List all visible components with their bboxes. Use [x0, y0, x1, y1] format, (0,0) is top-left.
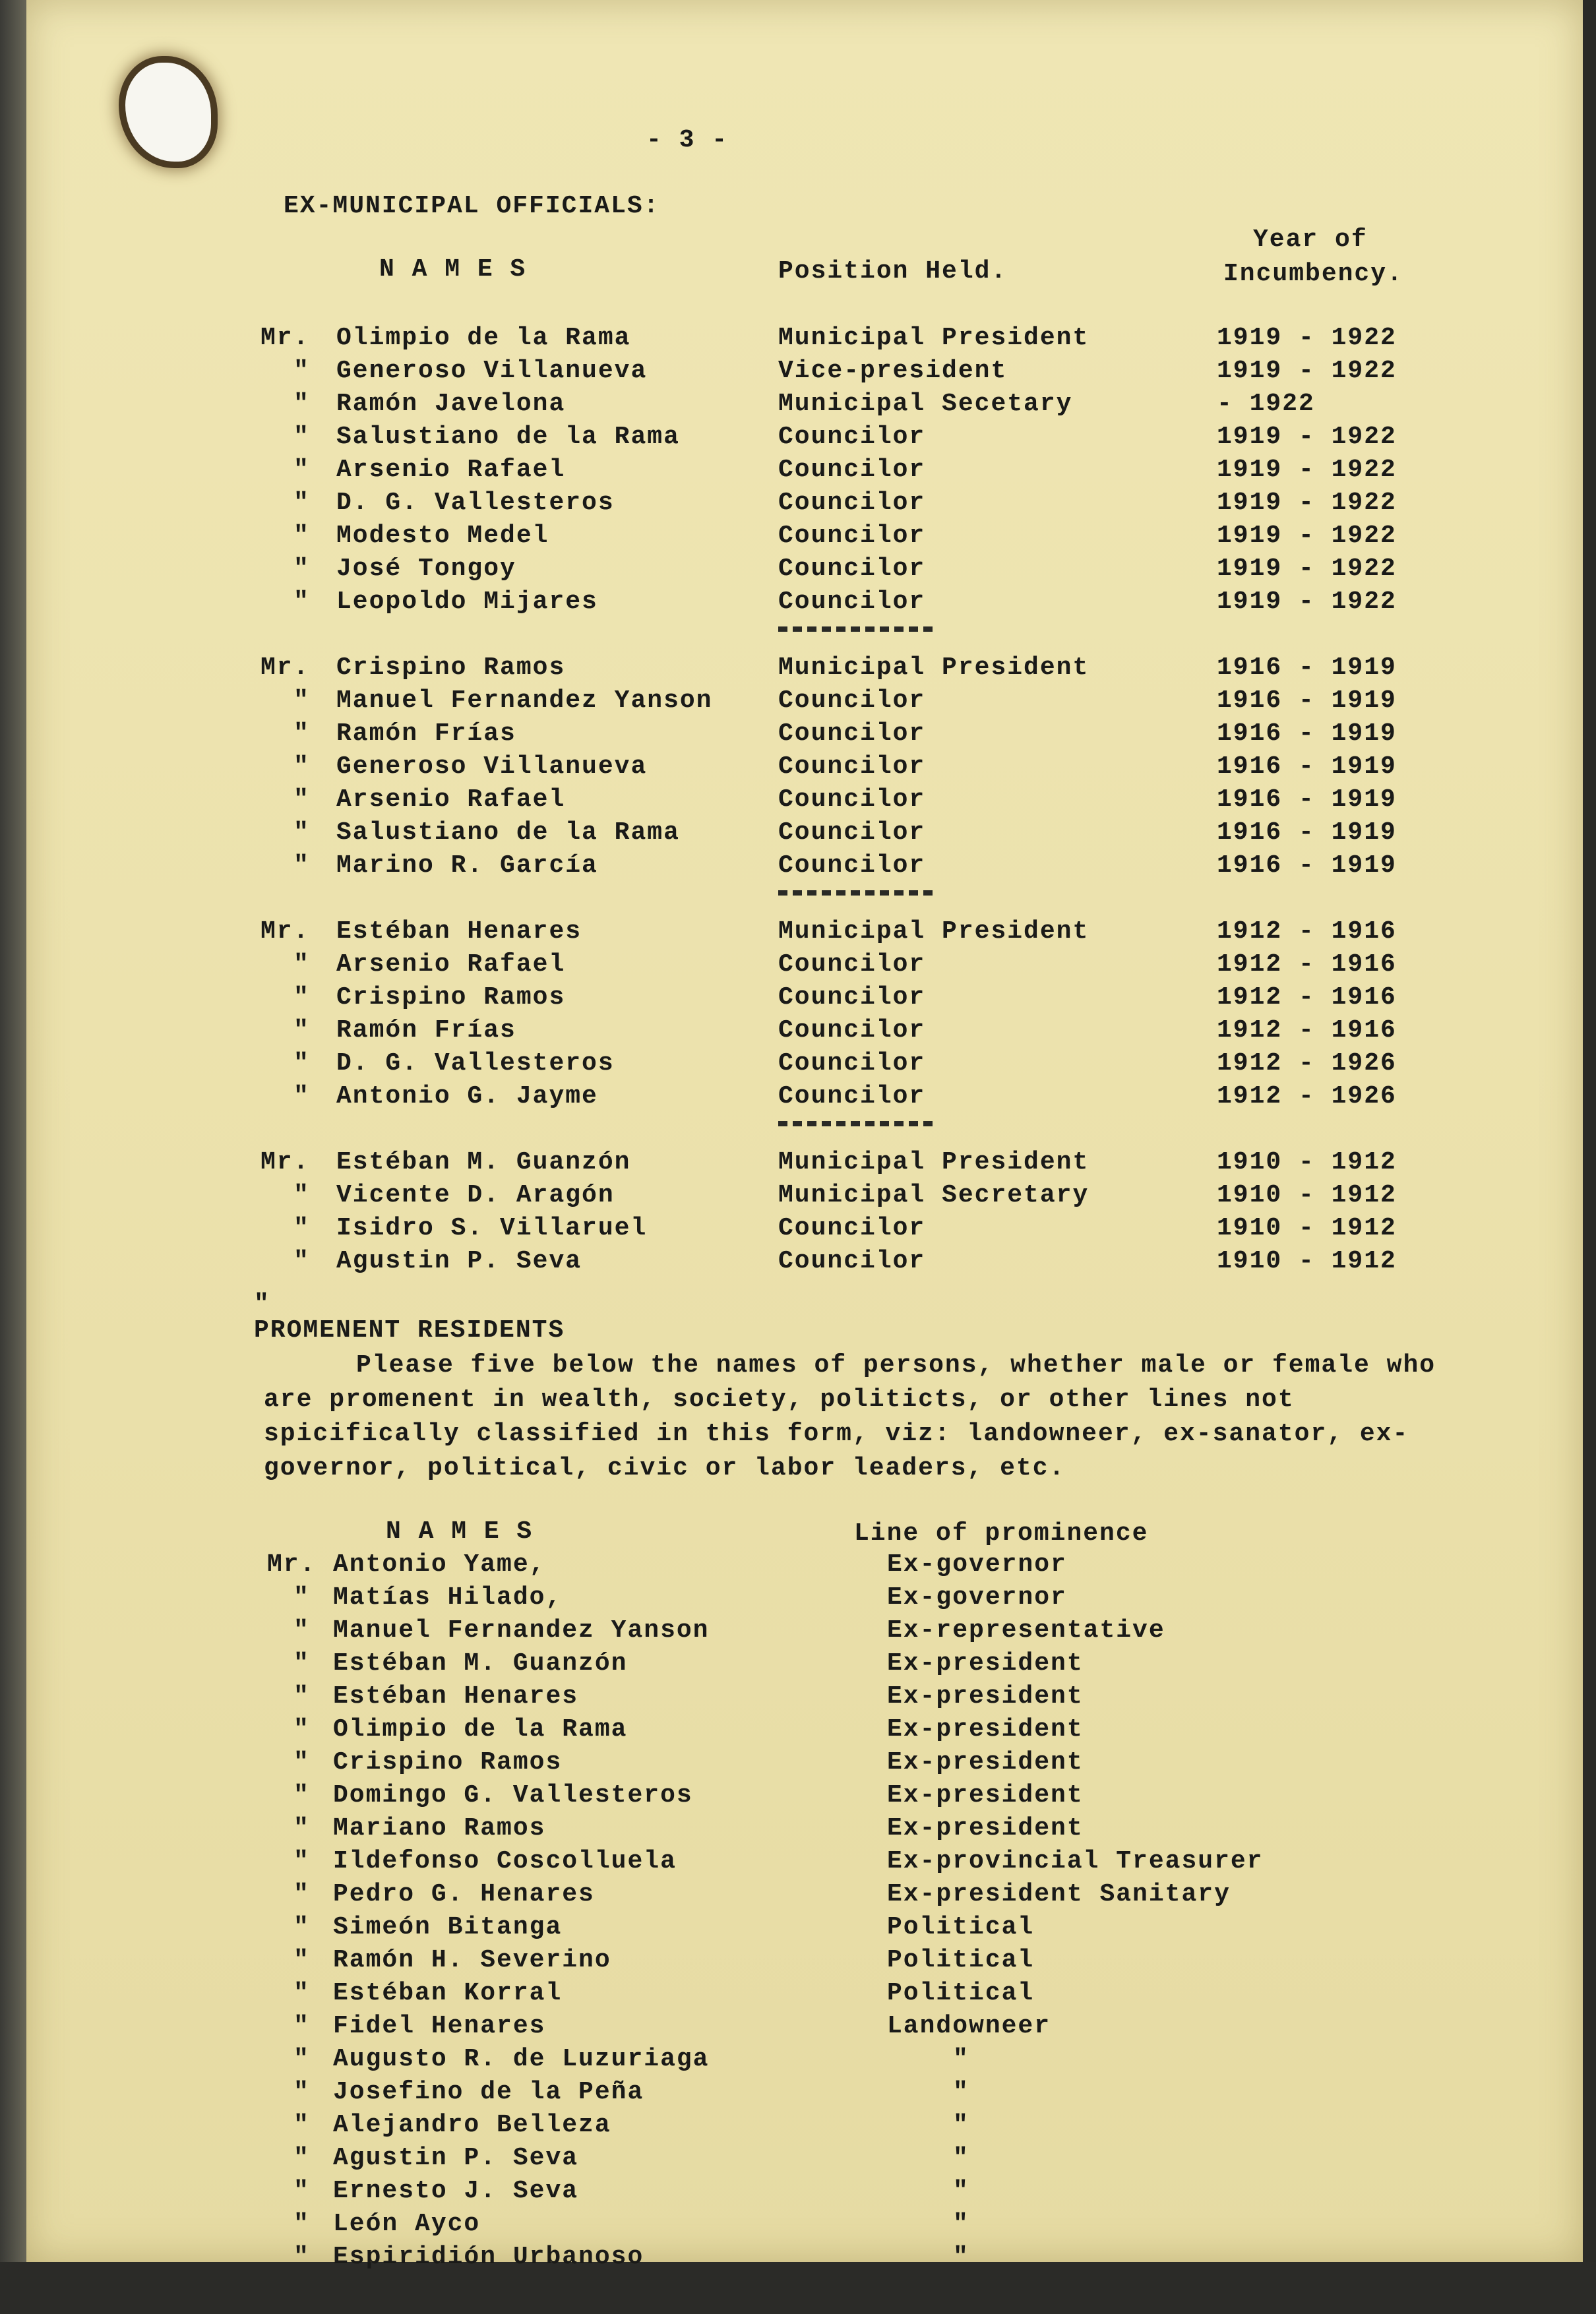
- resident-prominence: ": [953, 2177, 969, 2205]
- resident-prefix: ": [293, 1913, 310, 1941]
- official-name: Leopoldo Mijares: [336, 588, 598, 616]
- resident-row: [0, 1616, 1596, 1649]
- resident-name: Manuel Fernandez Yanson: [333, 1616, 710, 1645]
- official-row: [0, 1016, 1596, 1049]
- official-row: [0, 1213, 1596, 1246]
- resident-row: [0, 2209, 1596, 2242]
- resident-prominence: Landowneer: [887, 2012, 1051, 2040]
- resident-prefix: ": [293, 2045, 310, 2073]
- official-years: - 1922: [1217, 390, 1315, 418]
- group-separator: [778, 890, 936, 896]
- official-years: 1910 - 1912: [1217, 1148, 1397, 1176]
- official-prefix: Mr.: [261, 324, 310, 352]
- resident-prominence: Ex-governor: [887, 1550, 1067, 1579]
- official-row: [0, 752, 1596, 785]
- resident-prominence: Ex-representative: [887, 1616, 1165, 1645]
- official-name: Arsenio Rafael: [336, 456, 566, 484]
- year-header-line2: Incumbency.: [1223, 260, 1403, 288]
- resident-row: [0, 2242, 1596, 2275]
- official-years: 1916 - 1919: [1217, 818, 1397, 847]
- resident-name: Domingo G. Vallesteros: [333, 1781, 693, 1810]
- official-prefix: ": [293, 588, 310, 616]
- resident-name: Simeón Bitanga: [333, 1913, 563, 1941]
- official-row: [0, 389, 1596, 422]
- official-years: 1919 - 1922: [1217, 324, 1397, 352]
- official-position: Councilor: [778, 818, 926, 847]
- official-row: [0, 1049, 1596, 1081]
- official-row: [0, 422, 1596, 455]
- resident-row: [0, 1715, 1596, 1748]
- official-prefix: ": [293, 390, 310, 418]
- resident-prefix: ": [293, 1781, 310, 1810]
- page-number: - 3 -: [646, 126, 729, 154]
- official-position: Councilor: [778, 1247, 926, 1275]
- official-years: 1916 - 1919: [1217, 752, 1397, 781]
- official-position: Councilor: [778, 489, 926, 517]
- official-name: Olimpio de la Rama: [336, 324, 631, 352]
- official-row: [0, 587, 1596, 620]
- names-header: N A M E S: [379, 255, 527, 284]
- resident-row: [0, 1682, 1596, 1715]
- resident-prominence: ": [953, 2045, 969, 2073]
- official-row: [0, 653, 1596, 686]
- resident-name: Ildefonso Coscolluela: [333, 1847, 677, 1875]
- official-prefix: ": [293, 357, 310, 385]
- official-row: [0, 323, 1596, 356]
- official-years: 1910 - 1912: [1217, 1247, 1397, 1275]
- official-row: [0, 1147, 1596, 1180]
- official-prefix: ": [293, 719, 310, 748]
- resident-prominence: Ex-governor: [887, 1583, 1067, 1612]
- official-row: [0, 818, 1596, 851]
- resident-name: Pedro G. Henares: [333, 1880, 595, 1908]
- official-row: [0, 521, 1596, 554]
- resident-row: [0, 2110, 1596, 2143]
- official-years: 1919 - 1922: [1217, 456, 1397, 484]
- resident-name: Estéban Korral: [333, 1979, 563, 2007]
- resident-row: [0, 1781, 1596, 1813]
- resident-row: [0, 2044, 1596, 2077]
- official-position: Councilor: [778, 555, 926, 583]
- resident-prominence: ": [953, 2078, 969, 2106]
- official-prefix: ": [293, 522, 310, 550]
- resident-row: [0, 1912, 1596, 1945]
- official-prefix: ": [293, 785, 310, 814]
- official-years: 1919 - 1922: [1217, 522, 1397, 550]
- official-row: [0, 785, 1596, 818]
- prominent-paragraph: Please five below the names of persons, whether male or female who are promenent in wealth, society, politicts, or other lines not spicifically classified in this form, viz: landowneer, ex-sanator, ex-governor, political, civic or labor leaders, etc.: [264, 1351, 1436, 1482]
- official-prefix: ": [293, 1181, 310, 1209]
- resident-name: Alejandro Belleza: [333, 2111, 611, 2139]
- official-row: [0, 1180, 1596, 1213]
- official-prefix: ": [293, 1247, 310, 1275]
- official-name: Arsenio Rafael: [336, 950, 566, 979]
- official-position: Councilor: [778, 522, 926, 550]
- official-years: 1919 - 1922: [1217, 489, 1397, 517]
- official-position: Councilor: [778, 423, 926, 451]
- resident-prefix: ": [293, 2243, 310, 2271]
- official-row: [0, 488, 1596, 521]
- group-separator: [778, 1121, 936, 1126]
- official-years: 1916 - 1919: [1217, 785, 1397, 814]
- resident-name: Josefino de la Peña: [333, 2078, 644, 2106]
- resident-prominence: Political: [887, 1913, 1035, 1941]
- official-name: Salustiano de la Rama: [336, 423, 680, 451]
- year-header-line1: Year of: [1253, 226, 1368, 254]
- official-prefix: ": [293, 1016, 310, 1045]
- official-years: 1916 - 1919: [1217, 686, 1397, 715]
- official-years: 1912 - 1916: [1217, 983, 1397, 1012]
- official-row: [0, 455, 1596, 488]
- section-title: EX-MUNICIPAL OFFICIALS:: [284, 192, 660, 220]
- official-name: Salustiano de la Rama: [336, 818, 680, 847]
- resident-prominence: Ex-president: [887, 1814, 1084, 1842]
- resident-prefix: ": [293, 1682, 310, 1711]
- resident-prefix: ": [293, 1880, 310, 1908]
- official-position: Councilor: [778, 686, 926, 715]
- official-prefix: ": [293, 423, 310, 451]
- position-header: Position Held.: [778, 257, 1008, 286]
- official-name: Ramón Frías: [336, 1016, 516, 1045]
- resident-prominence: ": [953, 2111, 969, 2139]
- resident-prefix: ": [293, 1979, 310, 2007]
- resident-name: Crispino Ramos: [333, 1748, 563, 1777]
- resident-prominence: Ex-president: [887, 1748, 1084, 1777]
- resident-row: [0, 1748, 1596, 1781]
- official-position: Municipal President: [778, 324, 1090, 352]
- resident-prominence: Political: [887, 1946, 1035, 1974]
- resident-prefix: ": [293, 2078, 310, 2106]
- official-name: Manuel Fernandez Yanson: [336, 686, 713, 715]
- official-position: Vice-president: [778, 357, 1008, 385]
- resident-prefix: ": [293, 2144, 310, 2172]
- resident-name: Fidel Henares: [333, 2012, 546, 2040]
- official-prefix: ": [293, 555, 310, 583]
- official-name: Isidro S. Villaruel: [336, 1214, 648, 1242]
- official-name: Modesto Medel: [336, 522, 549, 550]
- resident-row: [0, 1550, 1596, 1583]
- official-position: Councilor: [778, 1016, 926, 1045]
- resident-row: [0, 1978, 1596, 2011]
- prominent-names-header: N A M E S: [386, 1517, 534, 1546]
- prominence-header: Line of prominence: [854, 1519, 1149, 1548]
- resident-row: [0, 1649, 1596, 1682]
- official-years: 1919 - 1922: [1217, 423, 1397, 451]
- official-years: 1912 - 1916: [1217, 1016, 1397, 1045]
- official-prefix: Mr.: [261, 917, 310, 946]
- official-position: Municipal Secretary: [778, 1181, 1090, 1209]
- resident-row: [0, 2176, 1596, 2209]
- resident-row: [0, 1945, 1596, 1978]
- resident-prefix: ": [293, 1715, 310, 1744]
- official-name: Agustin P. Seva: [336, 1247, 582, 1275]
- resident-prominence: Ex-president: [887, 1649, 1084, 1678]
- official-name: D. G. Vallesteros: [336, 1049, 615, 1078]
- official-row: [0, 686, 1596, 719]
- official-prefix: ": [293, 1082, 310, 1111]
- official-prefix: ": [293, 489, 310, 517]
- resident-row: [0, 2077, 1596, 2110]
- official-years: 1910 - 1912: [1217, 1214, 1397, 1242]
- official-years: 1916 - 1919: [1217, 851, 1397, 880]
- official-years: 1919 - 1922: [1217, 357, 1397, 385]
- resident-prefix: ": [293, 1946, 310, 1974]
- official-prefix: ": [293, 983, 310, 1012]
- resident-prefix: ": [293, 2111, 310, 2139]
- resident-name: Augusto R. de Luzuriaga: [333, 2045, 710, 2073]
- official-prefix: ": [293, 950, 310, 979]
- official-position: Councilor: [778, 785, 926, 814]
- official-name: Vicente D. Aragón: [336, 1181, 615, 1209]
- official-position: Councilor: [778, 1049, 926, 1078]
- official-name: Generoso Villanueva: [336, 357, 648, 385]
- official-name: Ramón Frías: [336, 719, 516, 748]
- resident-name: Espiridión Urbanoso: [333, 2243, 644, 2271]
- prominent-title: PROMENENT RESIDENTS: [254, 1316, 565, 1345]
- resident-row: [0, 2143, 1596, 2176]
- official-prefix: ": [293, 686, 310, 715]
- official-prefix: ": [293, 851, 310, 880]
- resident-prominence: ": [953, 2144, 969, 2172]
- resident-prominence: Ex-president: [887, 1682, 1084, 1711]
- official-name: Crispino Ramos: [336, 654, 566, 682]
- official-position: Councilor: [778, 1082, 926, 1111]
- resident-name: León Ayco: [333, 2210, 481, 2238]
- official-prefix: ": [293, 1214, 310, 1242]
- official-name: Marino R. García: [336, 851, 598, 880]
- official-prefix: ": [293, 1049, 310, 1078]
- resident-name: Ramón H. Severino: [333, 1946, 611, 1974]
- official-row: [0, 1081, 1596, 1114]
- resident-name: Estéban Henares: [333, 1682, 579, 1711]
- official-name: Estéban Henares: [336, 917, 582, 946]
- official-position: Councilor: [778, 950, 926, 979]
- official-position: Councilor: [778, 588, 926, 616]
- official-row: [0, 1246, 1596, 1279]
- official-position: Municipal President: [778, 1148, 1090, 1176]
- resident-row: [0, 2011, 1596, 2044]
- official-position: Councilor: [778, 983, 926, 1012]
- official-position: Councilor: [778, 752, 926, 781]
- resident-prominence: Ex-president: [887, 1781, 1084, 1810]
- official-row: [0, 554, 1596, 587]
- resident-name: Mariano Ramos: [333, 1814, 546, 1842]
- official-row: [0, 950, 1596, 983]
- official-years: 1916 - 1919: [1217, 719, 1397, 748]
- resident-name: Olimpio de la Rama: [333, 1715, 628, 1744]
- resident-prefix: Mr.: [267, 1550, 317, 1579]
- resident-prefix: ": [293, 1748, 310, 1777]
- resident-prefix: ": [293, 1649, 310, 1678]
- official-prefix: Mr.: [261, 654, 310, 682]
- official-name: Estéban M. Guanzón: [336, 1148, 631, 1176]
- resident-prefix: ": [293, 2012, 310, 2040]
- official-years: 1912 - 1916: [1217, 917, 1397, 946]
- official-row: [0, 356, 1596, 389]
- official-name: Crispino Ramos: [336, 983, 566, 1012]
- resident-prominence: Ex-provincial Treasurer: [887, 1847, 1264, 1875]
- resident-prefix: ": [293, 1814, 310, 1842]
- group-separator: [778, 626, 936, 632]
- official-position: Councilor: [778, 1214, 926, 1242]
- official-row: [0, 719, 1596, 752]
- official-years: 1919 - 1922: [1217, 555, 1397, 583]
- official-row: [0, 851, 1596, 884]
- official-prefix: Mr.: [261, 1148, 310, 1176]
- official-position: Councilor: [778, 851, 926, 880]
- official-name: Ramón Javelona: [336, 390, 566, 418]
- official-prefix: ": [293, 456, 310, 484]
- resident-prefix: ": [293, 1616, 310, 1645]
- resident-prominence: ": [953, 2210, 969, 2238]
- official-years: 1912 - 1926: [1217, 1049, 1397, 1078]
- official-name: Antonio G. Jayme: [336, 1082, 598, 1111]
- resident-row: [0, 1846, 1596, 1879]
- resident-row: [0, 1813, 1596, 1846]
- official-name: Arsenio Rafael: [336, 785, 566, 814]
- official-prefix: ": [293, 818, 310, 847]
- official-position: Councilor: [778, 456, 926, 484]
- resident-name: Agustin P. Seva: [333, 2144, 579, 2172]
- resident-prefix: ": [293, 2210, 310, 2238]
- official-row: [0, 983, 1596, 1016]
- resident-prominence: ": [953, 2243, 969, 2271]
- resident-prefix: ": [293, 2177, 310, 2205]
- official-years: 1910 - 1912: [1217, 1181, 1397, 1209]
- resident-row: [0, 1879, 1596, 1912]
- official-years: 1912 - 1926: [1217, 1082, 1397, 1111]
- official-years: 1916 - 1919: [1217, 654, 1397, 682]
- official-name: D. G. Vallesteros: [336, 489, 615, 517]
- resident-prefix: ": [293, 1583, 310, 1612]
- official-prefix: ": [293, 752, 310, 781]
- resident-row: [0, 1583, 1596, 1616]
- resident-prominence: Ex-president Sanitary: [887, 1880, 1231, 1908]
- resident-prominence: Ex-president: [887, 1715, 1084, 1744]
- resident-name: Matías Hilado,: [333, 1583, 563, 1612]
- official-years: 1919 - 1922: [1217, 588, 1397, 616]
- official-name: José Tongoy: [336, 555, 516, 583]
- official-name: Generoso Villanueva: [336, 752, 648, 781]
- resident-name: Ernesto J. Seva: [333, 2177, 579, 2205]
- resident-prominence: Political: [887, 1979, 1035, 2007]
- official-years: 1912 - 1916: [1217, 950, 1397, 979]
- resident-name: Antonio Yame,: [333, 1550, 546, 1579]
- resident-name: Estéban M. Guanzón: [333, 1649, 628, 1678]
- ditto-mark: ": [254, 1290, 270, 1318]
- official-position: Municipal President: [778, 917, 1090, 946]
- official-position: Municipal President: [778, 654, 1090, 682]
- official-row: [0, 917, 1596, 950]
- official-position: Municipal Secetary: [778, 390, 1073, 418]
- official-position: Councilor: [778, 719, 926, 748]
- resident-prefix: ": [293, 1847, 310, 1875]
